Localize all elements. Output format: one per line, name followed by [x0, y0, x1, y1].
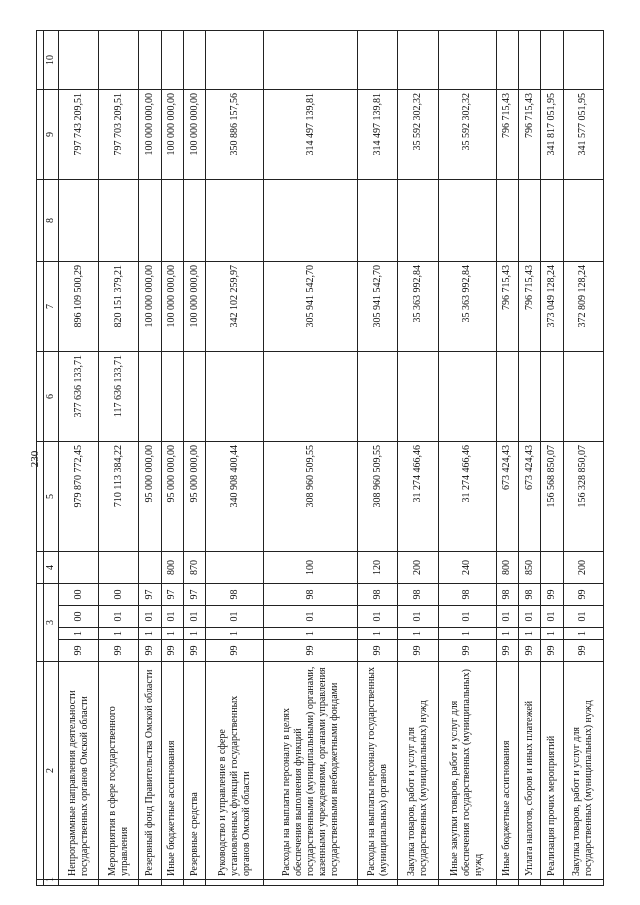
row-code-cell: 99: [519, 640, 541, 662]
row-amount-cell: 372 809 128,24: [563, 262, 603, 352]
row-code-cell: 98: [519, 584, 541, 606]
header-cell: [37, 352, 44, 442]
row-name-cell: Уплата налогов, сборов и иных платежей: [519, 662, 541, 880]
row-code-cell: 01: [563, 606, 603, 628]
row-code-cell: 99: [358, 640, 398, 662]
column-header-1: 1: [44, 880, 59, 886]
row-code-cell: 99: [496, 640, 518, 662]
row-gutter-cell: [99, 880, 139, 886]
row-amount-cell: [519, 352, 541, 442]
row-expense-type-cell: [59, 552, 99, 584]
row-code-cell: 99: [563, 584, 603, 606]
table-row: [184, 31, 206, 886]
column-header-4: 4: [44, 552, 59, 584]
row-code-cell: 97: [139, 584, 161, 606]
column-header-5: 5: [44, 442, 59, 552]
row-amount-cell: 342 102 259,97: [206, 262, 264, 352]
row-code-cell: 99: [264, 640, 358, 662]
row-code-cell: 99: [541, 584, 563, 606]
row-amount-cell: [563, 352, 603, 442]
row-name-cell: Расходы на выплаты персоналу государственных (муниципальных) органов: [358, 662, 398, 880]
row-amount-cell: [563, 180, 603, 262]
row-amount-cell: [161, 352, 183, 442]
row-amount-cell: [541, 31, 563, 90]
table-row: [59, 31, 99, 886]
row-gutter-cell: [563, 880, 603, 886]
row-code-cell: 1: [438, 628, 496, 640]
row-amount-cell: 341 817 051,95: [541, 90, 563, 180]
row-amount-cell: 308 960 509,55: [264, 442, 358, 552]
row-amount-cell: 95 000 000,00: [184, 442, 206, 552]
page-number: 230: [29, 450, 41, 468]
row-name-cell: Резервные средства: [184, 662, 206, 880]
row-code-cell: 99: [206, 640, 264, 662]
row-amount-cell: [541, 180, 563, 262]
row-expense-type-cell: 800: [161, 552, 183, 584]
table-row: [398, 31, 438, 886]
row-amount-cell: [206, 352, 264, 442]
row-name-cell: Закупка товаров, работ и услуг для государственных (муниципальных) нужд: [398, 662, 438, 880]
row-code-cell: 1: [358, 628, 398, 640]
header-cell: [37, 262, 44, 352]
row-gutter-cell: [161, 880, 183, 886]
row-code-cell: 99: [438, 640, 496, 662]
row-gutter-cell: [59, 880, 99, 886]
row-amount-cell: 979 870 772,45: [59, 442, 99, 552]
column-header-8: 8: [44, 180, 59, 262]
row-code-cell: 97: [184, 584, 206, 606]
row-code-cell: 99: [161, 640, 183, 662]
table-row: [358, 31, 398, 886]
row-amount-cell: 35 363 992,84: [438, 262, 496, 352]
row-expense-type-cell: 120: [358, 552, 398, 584]
row-amount-cell: [358, 180, 398, 262]
table-row: [99, 31, 139, 886]
row-amount-cell: 31 274 466,46: [398, 442, 438, 552]
row-code-cell: 1: [541, 628, 563, 640]
row-amount-cell: [206, 31, 264, 90]
row-amount-cell: 673 424,43: [496, 442, 518, 552]
row-amount-cell: [496, 31, 518, 90]
row-expense-type-cell: [99, 552, 139, 584]
row-code-cell: 1: [184, 628, 206, 640]
budget-table-sheet: [36, 31, 604, 886]
row-gutter-cell: [184, 880, 206, 886]
row-amount-cell: [398, 352, 438, 442]
row-amount-cell: 350 886 157,56: [206, 90, 264, 180]
row-amount-cell: [264, 180, 358, 262]
table-body: [59, 31, 604, 886]
table-row: [161, 31, 183, 886]
row-amount-cell: 820 151 379,21: [99, 262, 139, 352]
row-code-cell: 98: [398, 584, 438, 606]
column-header-7: 7: [44, 262, 59, 352]
row-code-cell: 1: [398, 628, 438, 640]
row-code-cell: 98: [496, 584, 518, 606]
row-code-cell: 1: [139, 628, 161, 640]
row-amount-cell: 896 109 500,29: [59, 262, 99, 352]
row-expense-type-cell: 800: [496, 552, 518, 584]
row-code-cell: 99: [541, 640, 563, 662]
row-amount-cell: 797 703 209,51: [99, 90, 139, 180]
row-gutter-cell: [358, 880, 398, 886]
header-cell: [37, 552, 44, 584]
row-amount-cell: 156 328 850,07: [563, 442, 603, 552]
table-row: [139, 31, 161, 886]
row-gutter-cell: [438, 880, 496, 886]
row-amount-cell: [358, 352, 398, 442]
row-code-cell: 01: [496, 606, 518, 628]
row-gutter-cell: [398, 880, 438, 886]
row-amount-cell: [99, 180, 139, 262]
row-amount-cell: [139, 352, 161, 442]
row-amount-cell: 314 497 139,81: [264, 90, 358, 180]
row-code-cell: 01: [206, 606, 264, 628]
row-code-cell: 1: [161, 628, 183, 640]
row-amount-cell: 796 715,43: [519, 262, 541, 352]
row-amount-cell: 305 941 542,70: [358, 262, 398, 352]
row-amount-cell: [139, 180, 161, 262]
header-cell: [37, 442, 44, 552]
row-code-cell: 1: [563, 628, 603, 640]
row-amount-cell: [139, 31, 161, 90]
row-amount-cell: [541, 352, 563, 442]
row-expense-type-cell: 200: [398, 552, 438, 584]
row-code-cell: 00: [59, 584, 99, 606]
header-cell: [37, 880, 44, 886]
row-code-cell: 1: [99, 628, 139, 640]
row-expense-type-cell: 240: [438, 552, 496, 584]
row-amount-cell: 100 000 000,00: [161, 90, 183, 180]
row-expense-type-cell: [541, 552, 563, 584]
row-code-cell: 1: [59, 628, 99, 640]
table-row: [563, 31, 603, 886]
row-amount-cell: [519, 31, 541, 90]
row-expense-type-cell: 200: [563, 552, 603, 584]
budget-table: [36, 30, 604, 886]
row-amount-cell: 340 908 400,44: [206, 442, 264, 552]
row-gutter-cell: [496, 880, 518, 886]
row-code-cell: 99: [398, 640, 438, 662]
row-amount-cell: 305 941 542,70: [264, 262, 358, 352]
row-code-cell: 01: [438, 606, 496, 628]
row-amount-cell: [496, 180, 518, 262]
row-code-cell: 01: [184, 606, 206, 628]
row-amount-cell: 100 000 000,00: [184, 90, 206, 180]
row-amount-cell: [438, 352, 496, 442]
row-amount-cell: 35 592 302,32: [398, 90, 438, 180]
row-amount-cell: [184, 31, 206, 90]
row-amount-cell: 117 636 133,71: [99, 352, 139, 442]
row-amount-cell: 796 715,43: [496, 262, 518, 352]
row-amount-cell: [161, 180, 183, 262]
column-header-2: 2: [44, 662, 59, 880]
header-cell: [37, 584, 44, 662]
row-amount-cell: [358, 31, 398, 90]
row-code-cell: 99: [59, 640, 99, 662]
row-amount-cell: [438, 31, 496, 90]
row-expense-type-cell: 850: [519, 552, 541, 584]
row-code-cell: 98: [264, 584, 358, 606]
row-amount-cell: 100 000 000,00: [161, 262, 183, 352]
row-name-cell: Руководство и управление в сфере установленных функций государственных органов Омской области: [206, 662, 264, 880]
row-code-cell: 01: [398, 606, 438, 628]
row-amount-cell: 100 000 000,00: [184, 262, 206, 352]
row-amount-cell: 31 274 466,46: [438, 442, 496, 552]
row-amount-cell: 35 363 992,84: [398, 262, 438, 352]
table-row: [496, 31, 518, 886]
row-amount-cell: 341 577 051,95: [563, 90, 603, 180]
table-row: [519, 31, 541, 886]
row-amount-cell: [161, 31, 183, 90]
row-code-cell: 99: [184, 640, 206, 662]
row-amount-cell: 797 743 209,51: [59, 90, 99, 180]
table-row: [541, 31, 563, 886]
row-amount-cell: 35 592 302,32: [438, 90, 496, 180]
row-expense-type-cell: [139, 552, 161, 584]
row-expense-type-cell: 100: [264, 552, 358, 584]
row-amount-cell: [99, 31, 139, 90]
row-gutter-cell: [541, 880, 563, 886]
row-name-cell: Иные закупки товаров, работ и услуг для обеспечения государственных (муниципальных) нужд: [438, 662, 496, 880]
row-amount-cell: [59, 31, 99, 90]
row-amount-cell: 673 424,43: [519, 442, 541, 552]
column-header-10: 10: [44, 31, 59, 90]
row-code-cell: 01: [519, 606, 541, 628]
row-code-cell: 01: [99, 606, 139, 628]
row-amount-cell: 308 960 509,55: [358, 442, 398, 552]
row-amount-cell: [206, 180, 264, 262]
column-header-3: 3: [44, 584, 59, 662]
row-expense-type-cell: [206, 552, 264, 584]
row-gutter-cell: [206, 880, 264, 886]
row-amount-cell: 156 568 850,07: [541, 442, 563, 552]
row-gutter-cell: [519, 880, 541, 886]
row-code-cell: 98: [358, 584, 398, 606]
column-header-6: 6: [44, 352, 59, 442]
row-code-cell: 00: [99, 584, 139, 606]
row-code-cell: 98: [206, 584, 264, 606]
row-name-cell: Закупка товаров, работ и услуг для государственных (муниципальных) нужд: [563, 662, 603, 880]
row-code-cell: 01: [358, 606, 398, 628]
row-name-cell: Мероприятия в сфере государственного управления: [99, 662, 139, 880]
row-name-cell: Иные бюджетные ассигнования: [161, 662, 183, 880]
row-code-cell: 99: [99, 640, 139, 662]
header-cell: [37, 90, 44, 180]
row-code-cell: 01: [161, 606, 183, 628]
row-amount-cell: 95 000 000,00: [161, 442, 183, 552]
row-amount-cell: [184, 352, 206, 442]
row-amount-cell: [438, 180, 496, 262]
row-amount-cell: [398, 180, 438, 262]
row-amount-cell: [59, 180, 99, 262]
row-name-cell: Непрограммные направления деятельности государственных органов Омской области: [59, 662, 99, 880]
column-header-9: 9: [44, 90, 59, 180]
row-name-cell: Расходы на выплаты персоналу в целях обеспечения выполнения функций государственными (муниципальными) органами, казенными учреждениями, органами управления государственными внебюджетными фондами: [264, 662, 358, 880]
row-code-cell: 01: [139, 606, 161, 628]
header-cell: [37, 180, 44, 262]
row-code-cell: 1: [519, 628, 541, 640]
row-amount-cell: 710 113 384,22: [99, 442, 139, 552]
row-code-cell: 01: [264, 606, 358, 628]
row-amount-cell: 796 715,43: [496, 90, 518, 180]
row-gutter-cell: [264, 880, 358, 886]
row-amount-cell: [264, 352, 358, 442]
row-code-cell: 00: [59, 606, 99, 628]
row-name-cell: Резервный фонд Правительства Омской области: [139, 662, 161, 880]
row-amount-cell: 314 497 139,81: [358, 90, 398, 180]
row-amount-cell: 95 000 000,00: [139, 442, 161, 552]
row-amount-cell: [184, 180, 206, 262]
table-row: [264, 31, 358, 886]
row-code-cell: 99: [563, 640, 603, 662]
row-name-cell: Реализация прочих мероприятий: [541, 662, 563, 880]
row-amount-cell: [519, 180, 541, 262]
row-name-cell: Иные бюджетные ассигнования: [496, 662, 518, 880]
row-gutter-cell: [139, 880, 161, 886]
row-amount-cell: [563, 31, 603, 90]
row-code-cell: 01: [541, 606, 563, 628]
row-amount-cell: 100 000 000,00: [139, 262, 161, 352]
row-amount-cell: [398, 31, 438, 90]
table-row: [438, 31, 496, 886]
row-code-cell: 1: [206, 628, 264, 640]
row-amount-cell: 796 715,43: [519, 90, 541, 180]
row-amount-cell: 377 636 133,71: [59, 352, 99, 442]
row-amount-cell: [496, 352, 518, 442]
row-code-cell: 99: [139, 640, 161, 662]
row-amount-cell: 373 049 128,24: [541, 262, 563, 352]
row-amount-cell: [264, 31, 358, 90]
row-code-cell: 1: [264, 628, 358, 640]
row-amount-cell: 100 000 000,00: [139, 90, 161, 180]
header-cell: [37, 31, 44, 90]
header-cell: [37, 662, 44, 880]
row-code-cell: 98: [438, 584, 496, 606]
row-expense-type-cell: 870: [184, 552, 206, 584]
table-row: [206, 31, 264, 886]
row-code-cell: 1: [496, 628, 518, 640]
row-code-cell: 97: [161, 584, 183, 606]
